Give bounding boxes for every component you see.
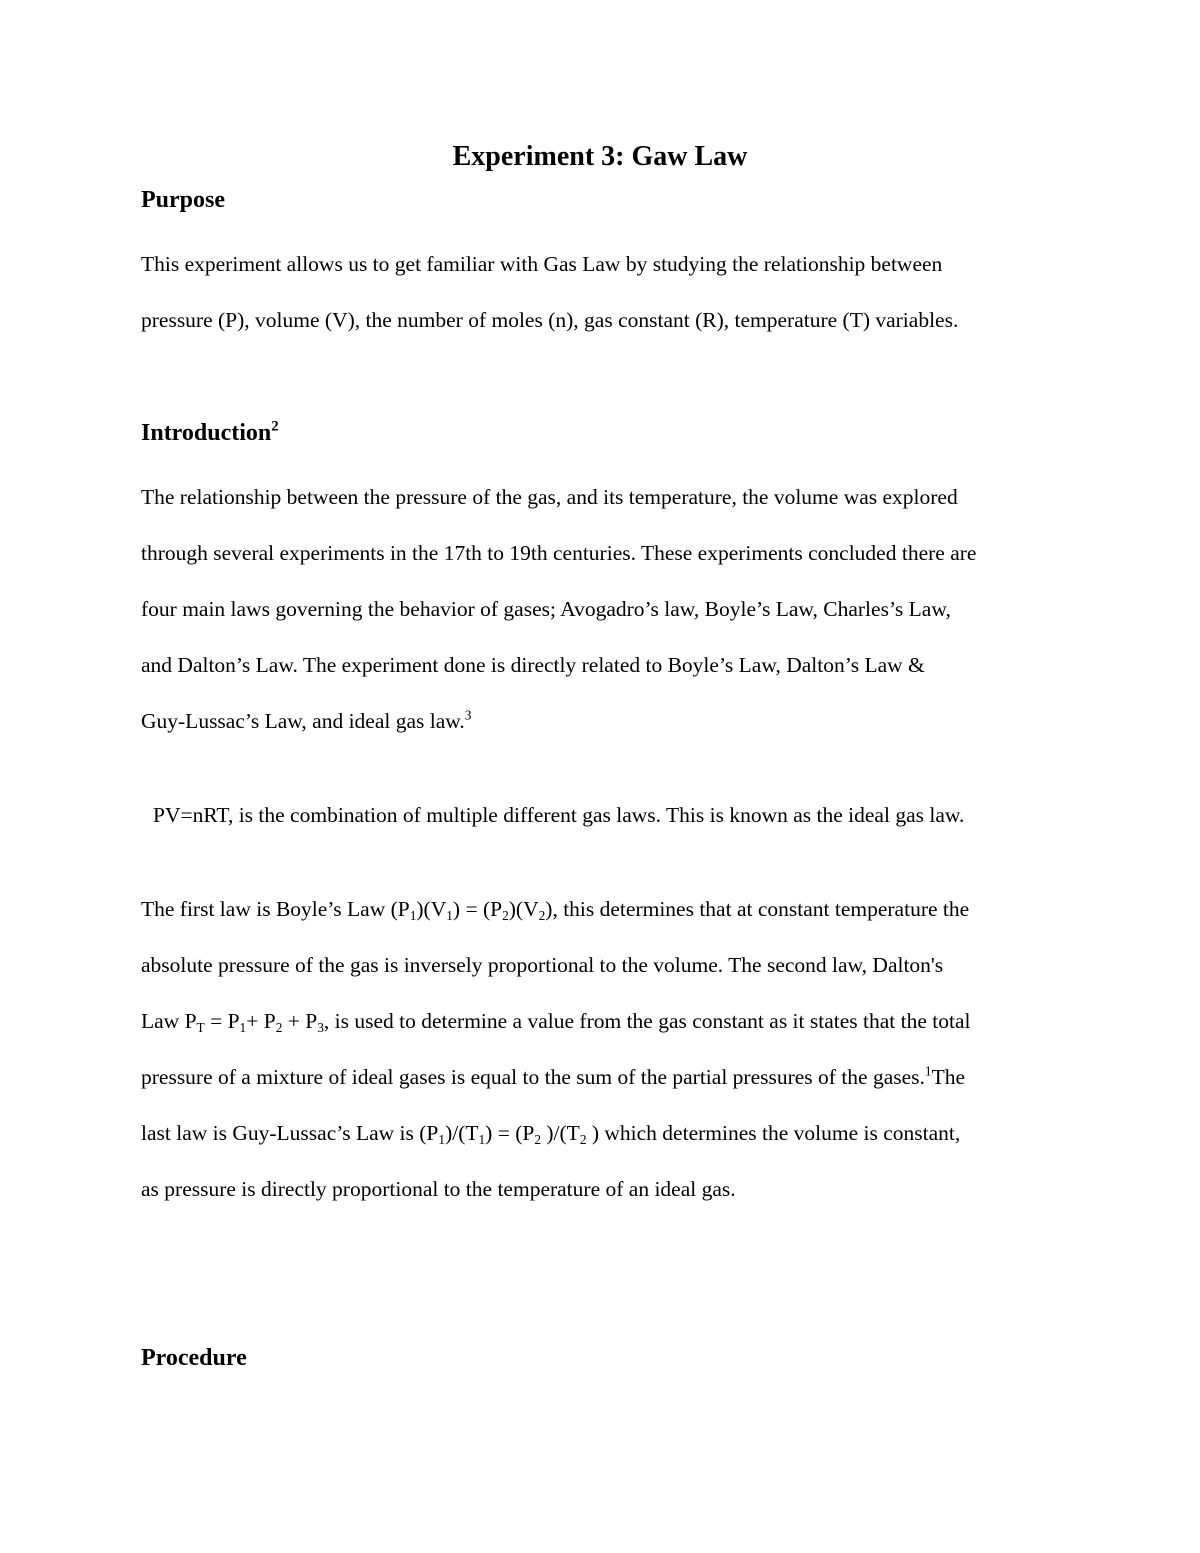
text-run: )(V — [508, 897, 539, 921]
text-run: )/(T — [541, 1121, 580, 1145]
footnote-ref-2: 2 — [271, 418, 279, 435]
subscript: 2 — [538, 907, 546, 923]
text-run: The first law is Boyle’s Law (P — [141, 897, 410, 921]
laws-line-1 — [141, 897, 969, 922]
purpose-line-1: This experiment allows us to get familiar with Gas Law by studying the relationship between — [141, 252, 943, 276]
intro-line-3: four main laws governing the behavior of gases; Avogadro’s law, Boyle’s Law, Charles’s Law, — [141, 597, 951, 621]
text-run: The — [931, 1065, 966, 1089]
text-run: ) = (P — [485, 1121, 535, 1145]
footnote-ref-1: 1 — [924, 1063, 932, 1079]
text-run: Law P — [141, 1009, 197, 1033]
laws-line-6: as pressure is directly proportional to the temperature of an ideal gas. — [141, 1177, 736, 1201]
text-run: = P — [204, 1009, 240, 1033]
subscript: 3 — [317, 1019, 324, 1035]
subscript: 1 — [438, 1131, 446, 1147]
document-title: Experiment 3: Gaw Law — [452, 141, 748, 172]
text-run: ) which determines the volume is constant, — [586, 1121, 961, 1145]
intro-line-5-text: Guy-Lussac’s Law, and ideal gas law. — [141, 709, 465, 733]
subscript: 1 — [409, 907, 417, 923]
text-run: ), this determines that at constant temperature the — [545, 897, 970, 921]
laws-line-3 — [141, 1009, 971, 1034]
intro-line-5 — [141, 709, 471, 734]
text-run: )(V — [416, 897, 447, 921]
introduction-heading — [141, 420, 279, 447]
text-run: , is used to determine a value from the gas constant as it states that the total — [323, 1009, 971, 1033]
subscript: T — [196, 1019, 205, 1035]
subscript: 2 — [534, 1131, 541, 1147]
laws-line-5 — [141, 1121, 960, 1146]
text-run: + P — [282, 1009, 318, 1033]
subscript: 1 — [446, 907, 453, 923]
subscript: 1 — [478, 1131, 486, 1147]
ideal-gas-law-line: PV=nRT, is the combination of multiple different gas laws. This is known as the ideal gas law. — [153, 803, 965, 827]
intro-line-2: through several experiments in the 17th to 19th centuries. These experiments concluded there are — [141, 541, 977, 565]
intro-line-1: The relationship between the pressure of the gas, and its temperature, the volume was explored — [141, 485, 958, 509]
laws-line-4 — [141, 1065, 965, 1090]
text-run: last law is Guy-Lussac’s Law is (P — [141, 1121, 439, 1145]
purpose-heading: Purpose — [141, 187, 225, 213]
text-run: )/(T — [445, 1121, 479, 1145]
procedure-heading: Procedure — [141, 1345, 247, 1371]
subscript: 2 — [502, 907, 509, 923]
footnote-ref-3: 3 — [464, 707, 472, 723]
subscript: 2 — [579, 1131, 587, 1147]
subscript: 2 — [275, 1019, 283, 1035]
text-run: pressure of a mixture of ideal gases is equal to the sum of the partial pressures of the gases. — [141, 1065, 925, 1089]
text-run: + P — [246, 1009, 276, 1033]
subscript: 1 — [239, 1019, 247, 1035]
text-run: ) = (P — [452, 897, 503, 921]
laws-line-2: absolute pressure of the gas is inversely proportional to the volume. The second law, Dalton's — [141, 953, 944, 977]
intro-line-4: and Dalton’s Law. The experiment done is directly related to Boyle’s Law, Dalton’s Law & — [141, 653, 925, 677]
introduction-heading-text: Introduction — [141, 420, 272, 446]
purpose-line-2: pressure (P), volume (V), the number of moles (n), gas constant (R), temperature (T) variables. — [141, 308, 959, 332]
